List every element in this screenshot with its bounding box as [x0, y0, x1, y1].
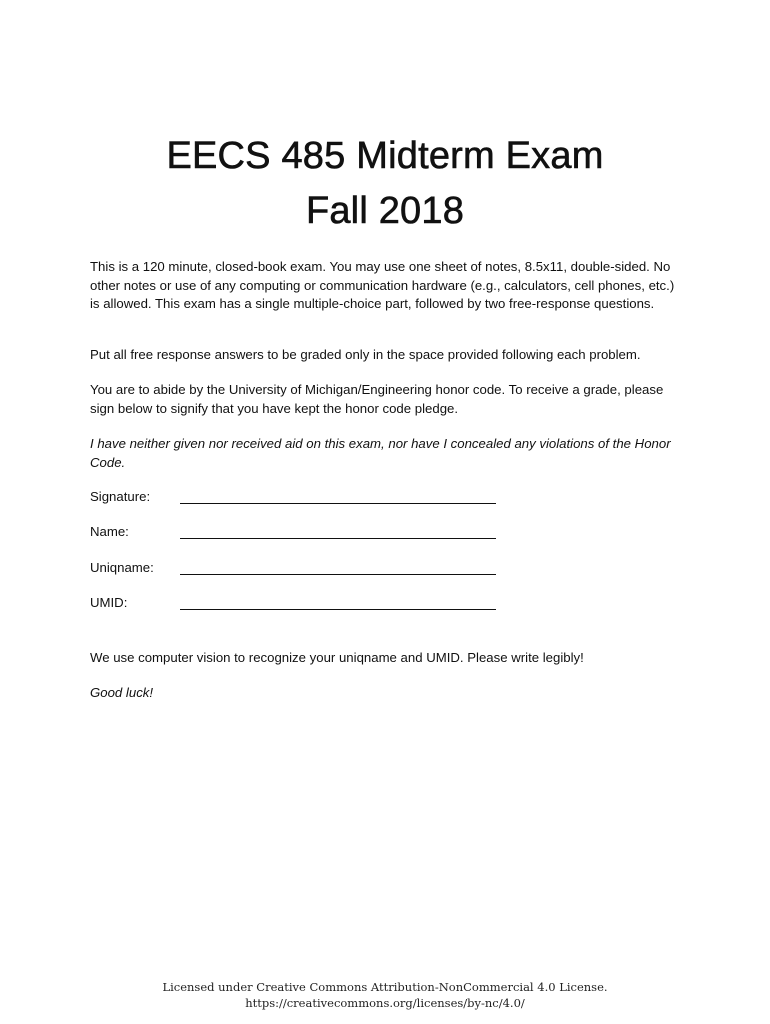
name-label: Name:: [90, 524, 129, 539]
uniqname-line[interactable]: [180, 574, 496, 575]
name-line[interactable]: [180, 538, 496, 539]
license-footer: [0, 979, 770, 1011]
free-response-paragraph: Put all free response answers to be graded only in the space provided following each problem.: [90, 347, 641, 362]
honor-code-paragraph: You are to abide by the University of Michigan/Engineering honor code. To receive a grade, please sign below to signify that you have kept the honor code pledge.: [90, 382, 664, 416]
intro-paragraph: This is a 120 minute, closed-book exam. You may use one sheet of notes, 8.5x11, double-sided. No other notes or use of any computing or communication hardware (e.g., calculators, cell phones, etc.) is allowed. This exam has a single multiple-choice part, followed by two free-response questions.: [90, 259, 675, 312]
signature-line[interactable]: [180, 503, 496, 504]
umid-label: UMID:: [90, 595, 128, 610]
license-url: https://creativecommons.org/licenses/by-nc/4.0/: [245, 996, 525, 1010]
umid-field[interactable]: [90, 595, 510, 615]
legibility-note: We use computer vision to recognize your uniqname and UMID. Please write legibly!: [90, 650, 584, 665]
good-luck-text: Good luck!: [90, 685, 154, 700]
license-text: Licensed under Creative Commons Attribution-NonCommercial 4.0 License.: [162, 980, 608, 994]
name-field[interactable]: [90, 524, 510, 544]
uniqname-label: Uniqname:: [90, 560, 154, 575]
umid-line[interactable]: [180, 609, 496, 610]
exam-term: Fall 2018: [305, 190, 465, 232]
exam-title: EECS 485 Midterm Exam: [166, 135, 604, 177]
signature-field[interactable]: [90, 489, 510, 509]
uniqname-field[interactable]: [90, 560, 510, 580]
honor-pledge: I have neither given nor received aid on this exam, nor have I concealed any violations of the Honor Code.: [90, 436, 671, 470]
signature-label: Signature:: [90, 489, 151, 504]
